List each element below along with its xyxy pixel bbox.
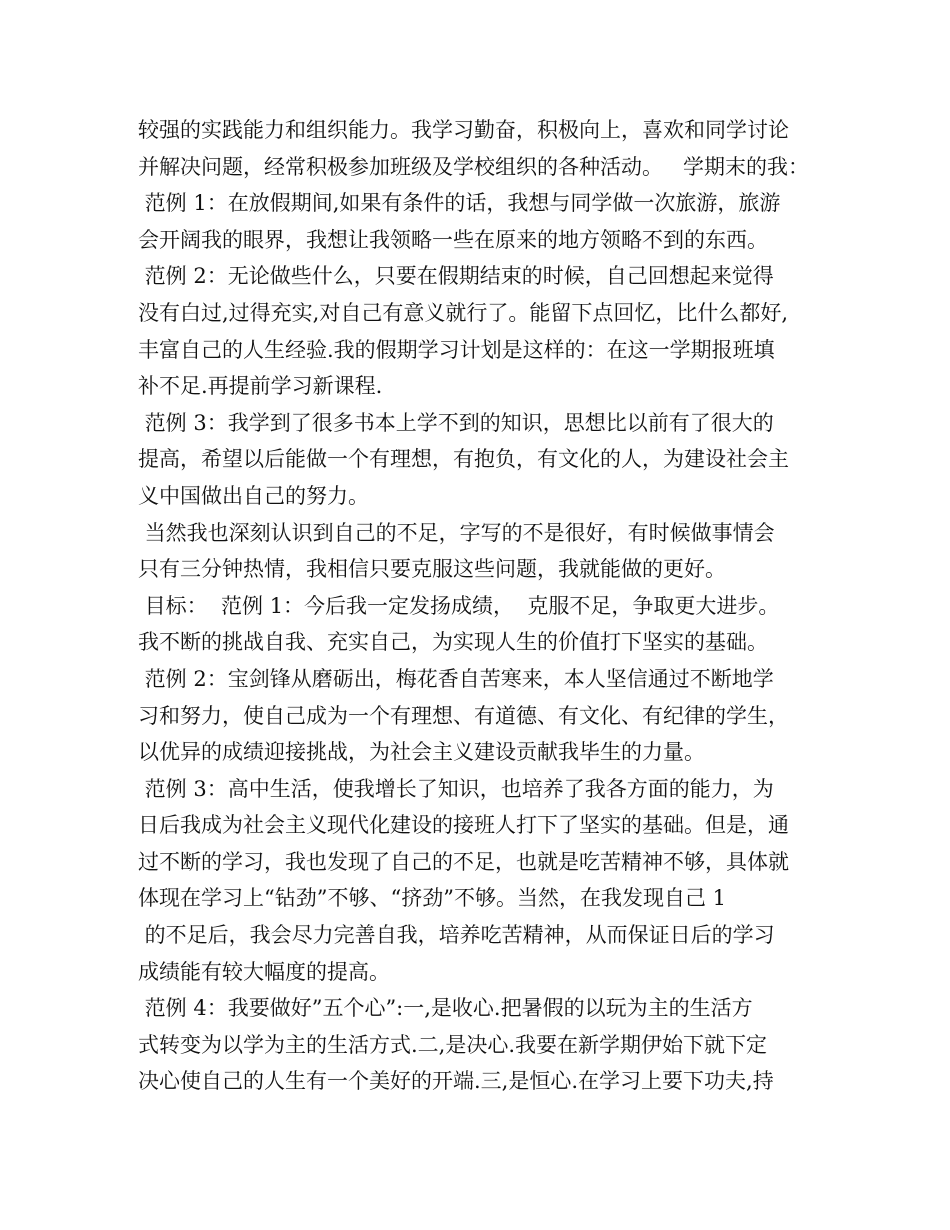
text-line: 范例 4：我要做好”五个心”:一,是收心.把暑假的以玩为主的生活方 [138, 996, 753, 1021]
text-line: 成绩能有较大幅度的提高。 [138, 959, 390, 984]
text-line: 义中国做出自己的努力。 [138, 483, 369, 508]
document-body [138, 112, 828, 1100]
text-line: 日后我成为社会主义现代化建设的接班人打下了坚实的基础。但是，通 [138, 813, 789, 838]
text-line: 过不断的学习，我也发现了自己的不足，也就是吃苦精神不够，具体就 [138, 849, 789, 874]
text-line: 较强的实践能力和组织能力。我学习勤奋，积极向上，喜欢和同学讨论 [138, 118, 789, 142]
text-line: 范例 1：在放假期间,如果有条件的话，我想与同学做一次旅游，旅游 [138, 191, 781, 216]
text-line: 决心使自己的人生有一个美好的开端.三,是恒心.在学习上要下功夫,持 [138, 1069, 774, 1094]
text-line: 目标： 范例 1：今后我一定发扬成绩， 克服不足，争取更大进步。 [138, 593, 780, 618]
text-line: 体现在学习上“钻劲”不够、“挤劲”不够。当然，在我发现自己 1 [138, 886, 726, 911]
text-line: 式转变为以学为主的生活方式.二,是决心.我要在新学期伊始下就下定 [138, 1032, 768, 1057]
text-line: 丰富自己的人生经验.我的假期学习计划是这样的：在这一学期报班填 [138, 337, 775, 362]
text-line: 补不足.再提前学习新课程. [138, 374, 383, 399]
text-line: 我不断的挑战自我、充实自己，为实现人生的价值打下坚实的基础。 [138, 630, 768, 655]
text-line: 范例 2：宝剑锋从磨砺出，梅花香自苦寒来，本人坚信通过不断地学 [138, 666, 774, 691]
text-line: 并解决问题，经常积极参加班级及学校组织的各种活动。 学期末的我： [138, 154, 810, 179]
text-line: 范例 3：高中生活，使我增长了知识，也培养了我各方面的能力，为 [138, 776, 774, 801]
text-line: 只有三分钟热情，我相信只要克服这些问题，我就能做的更好。 [138, 557, 726, 582]
text-line: 会开阔我的眼界，我想让我领略一些在原来的地方领略不到的东西。 [138, 227, 768, 252]
text-line: 提高，希望以后能做一个有理想，有抱负，有文化的人，为建设社会主 [138, 447, 789, 472]
text-line: 范例 3：我学到了很多书本上学不到的知识，思想比以前有了很大的 [138, 410, 774, 435]
text-line: 范例 2：无论做些什么，只要在假期结束的时候，自己回想起来觉得 [138, 264, 774, 289]
text-line: 习和努力，使自己成为一个有理想、有道德、有文化、有纪律的学生， [138, 703, 789, 728]
text-line: 的不足后，我会尽力完善自我，培养吃苦精神，从而保证日后的学习 [138, 923, 775, 948]
text-line: 当然我也深刻认识到自己的不足，字写的不是很好，有时候做事情会 [138, 520, 775, 545]
text-line: 没有白过,过得充实,对自己有意义就行了。能留下点回忆，比什么都好, [138, 300, 789, 325]
text-line: 以优异的成绩迎接挑战，为社会主义建设贡献我毕生的力量。 [138, 740, 705, 765]
